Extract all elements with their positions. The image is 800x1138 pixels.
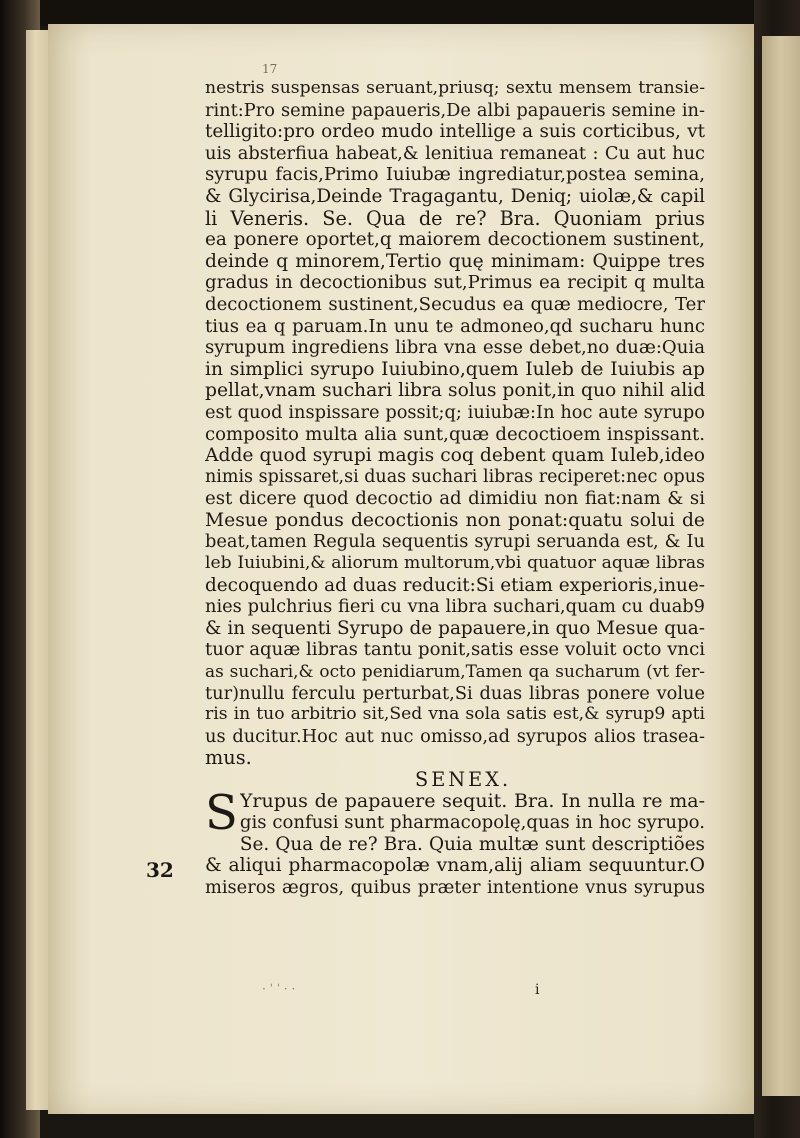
folio-number-top: 17 [262,62,278,76]
text-line: est dicere quod decoctio ad dimidiu non fiat:nam & si [205,488,705,510]
text-line: tur)nullu ferculu perturbat,Si duas libras ponere volue [205,682,705,704]
text-line: in simplici syrupo Iuiubino,quem Iuleb de Iuiubis ap [205,358,705,380]
text-line: as suchari,& octo penidiarum,Tamen qa sucharum (vt fer- [205,661,705,682]
text-line: mus. [205,747,252,769]
text-line: Se. Qua de re? Bra. Quia multæ sunt descriptiões [239,833,705,855]
text-line: pellat,vnam suchari libra solus ponit,in quo nihil alid [205,380,705,402]
text-line: telligito:pro ordeo mudo intellige a suis corticibus, vt [205,121,705,143]
drop-capital: S [205,784,238,841]
footer-smudge: · ˈ ˈ · · [262,982,296,996]
text-line: gradus in decoctionibus sut,Primus ea recipit q multa [205,272,705,294]
text-line: tius ea q paruam.In unu te admoneo,qd sucharu hunc [205,315,705,337]
top-shadow-band [0,0,800,26]
text-line: nestris suspensas seruant,priusq; sextu mensem transie- [205,78,705,98]
text-line: li Veneris. Se. Qua de re? Bra. Quoniam prius [205,207,705,230]
signature-mark: i [535,982,540,998]
text-line: deinde q minorem,Tertio quę minimam: Quippe tres [205,250,705,272]
text-line: beat,tamen Regula sequentis syrupi seruanda est, & Iu [205,531,705,553]
text-line: & in sequenti Syrupo de papauere,in quo Mesue qua- [205,617,705,639]
text-line: decoquendo ad duas reducit:Si etiam experioris,inue- [205,574,705,596]
text-line: nimis spissaret,si duas suchari libras reciperet:nec opus [205,466,705,487]
text-line: Mesue pondus decoctionis non ponat:quatu solui de [205,509,705,531]
text-line: decoctionem sustinent,Secudus ea quæ mediocre, Ter [205,293,705,315]
dropcap-paragraph [205,784,705,899]
text-line: uis absterfiua habeat,& lenitiua remaneat : Cu aut huc [205,142,705,164]
right-page-edges [762,36,800,1096]
marginal-number: 32 [146,858,174,882]
text-line: rint:Pro semine papaueris,De albi papaueris semine in- [205,99,705,121]
body-text [205,78,705,899]
text-line: Yrupus de papauere sequit. Bra. In nulla re ma- [239,790,705,812]
text-line: ea ponere oportet,q maiorem decoctionem sustinent, [205,229,705,251]
text-line: us ducitur.Hoc aut nuc omisso,ad syrupos alios trasea- [205,725,705,747]
text-line: & aliqui pharmacopolæ vnam,alij aliam sequuntur.O [205,855,705,877]
text-line: miseros ægros, quibus præter intentione vnus syrupus [205,876,705,898]
text-line: nies pulchrius fieri cu vna libra suchari,quam cu duab9 [205,596,705,618]
text-line: composito multa alia sunt,quæ decoctioem inspissant. [205,423,705,445]
text-line: Adde quod syrupi magis coq debent quam Iuleb,ideo [205,445,705,467]
text-line: leb Iuiubini,& aliorum multorum,vbi quatuor aquæ libras [205,553,705,574]
text-line: est quod inspissare possit;q; iuiubæ:In hoc aute syrupo [205,401,705,423]
text-line: tuor aquæ libras tantu ponit,satis esse voluit octo vnci [205,639,705,661]
text-line: syrupum ingrediens libra vna esse debet,no duæ:Quia [205,337,705,359]
text-line: ris in tuo arbitrio sit,Sed vna sola satis est,& syrup9 apti [205,704,705,725]
text-line: syrupu facis,Primo Iuiubæ ingrediatur,postea semina, [205,164,705,186]
section-heading: SENEX. [415,768,512,791]
text-line: gis confusi sunt pharmacopolę,quas in hoc syrupo. [239,812,705,834]
text-line: & Glycirisa,Deinde Tragagantu, Deniq; uiolæ,& capil [205,185,705,207]
